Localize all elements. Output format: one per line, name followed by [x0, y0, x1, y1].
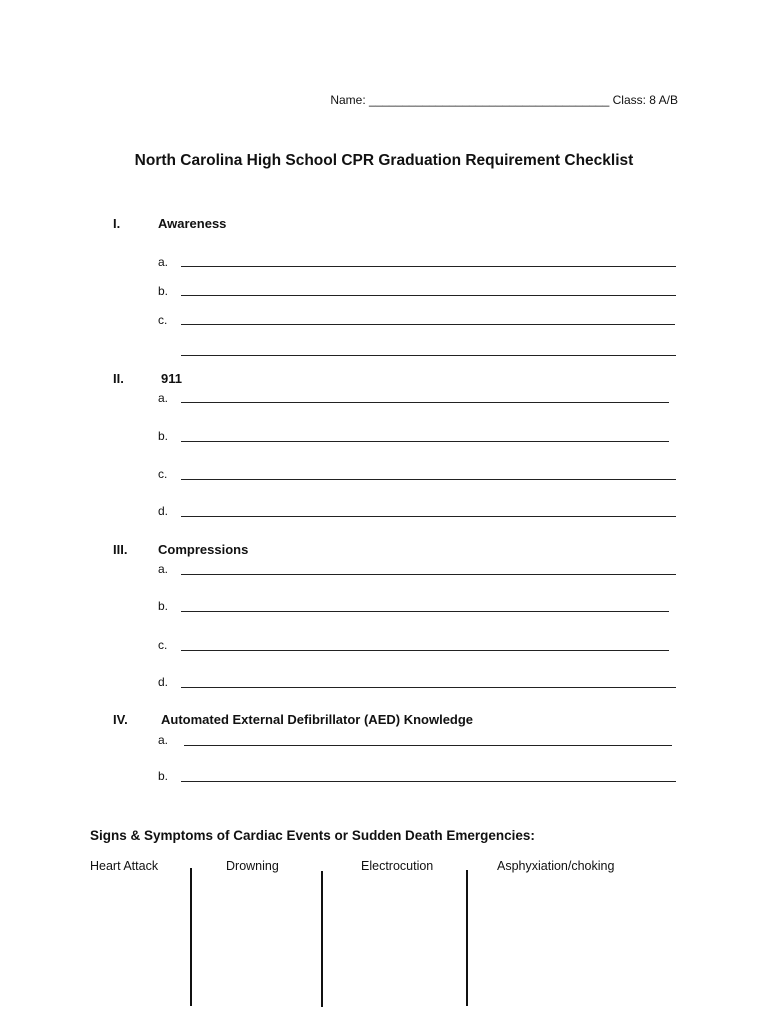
section-2-item-d-label: d.: [158, 504, 169, 518]
column-electrocution: Electrocution: [361, 859, 434, 873]
name-label: Name:: [330, 93, 366, 107]
section-1-item-c-blank[interactable]: [181, 324, 675, 325]
section-2-item-c-blank[interactable]: [181, 479, 676, 480]
section-2-title: 911: [161, 371, 182, 386]
column-divider-3: [466, 870, 468, 1006]
section-3-item-c-blank[interactable]: [181, 650, 669, 651]
column-drowning: Drowning: [226, 859, 279, 873]
section-3-title: Compressions: [158, 542, 249, 557]
section-3-item-a-label: a.: [158, 562, 169, 576]
section-4-item-a-label: a.: [158, 733, 169, 747]
section-1-item-c-label: c.: [158, 313, 168, 327]
column-asphyxiation-choking: Asphyxiation/choking: [497, 859, 615, 873]
section-4-title: Automated External Defibrillator (AED) Knowledge: [161, 712, 474, 727]
signs-symptoms-heading: Signs & Symptoms of Cardiac Events or Sudden Death Emergencies:: [90, 828, 535, 843]
section-2-item-b-label: b.: [158, 429, 169, 443]
section-2-numeral: II.: [113, 371, 124, 386]
section-4-item-b-blank[interactable]: [181, 781, 676, 782]
section-3-numeral: III.: [113, 542, 128, 557]
section-3-item-c-label: c.: [158, 638, 168, 652]
section-3-item-d-blank[interactable]: [181, 687, 676, 688]
section-2-item-c-label: c.: [158, 467, 168, 481]
column-divider-1: [190, 868, 192, 1006]
page-title: North Carolina High School CPR Graduation Requirement Checklist: [134, 152, 634, 169]
class-label: Class: 8 A/B: [612, 93, 678, 107]
section-2-item-b-blank[interactable]: [181, 441, 669, 442]
section-3-item-b-blank[interactable]: [181, 611, 669, 612]
section-2-item-d-blank[interactable]: [181, 516, 676, 517]
column-heart-attack: Heart Attack: [90, 859, 159, 873]
section-4-item-b-label: b.: [158, 769, 169, 783]
section-3-item-b-label: b.: [158, 599, 169, 613]
section-1-item-a-label: a.: [158, 255, 169, 269]
section-1-item-c-blank-continued[interactable]: [181, 355, 676, 356]
section-3-item-d-label: d.: [158, 675, 169, 689]
section-4-item-a-blank[interactable]: [184, 745, 672, 746]
section-4-numeral: IV.: [113, 712, 128, 727]
column-divider-2: [321, 871, 323, 1007]
section-2-item-a-blank[interactable]: [181, 402, 669, 403]
section-3-item-a-blank[interactable]: [181, 574, 676, 575]
name-field[interactable]: ____________________________________: [369, 93, 610, 107]
section-1-item-b-label: b.: [158, 284, 169, 298]
section-1-title: Awareness: [158, 216, 227, 231]
section-1-item-a-blank[interactable]: [181, 266, 676, 267]
section-1-numeral: I.: [113, 216, 121, 231]
name-class-line: [0, 93, 678, 107]
section-1-item-b-blank[interactable]: [181, 295, 676, 296]
section-2-item-a-label: a.: [158, 391, 169, 405]
